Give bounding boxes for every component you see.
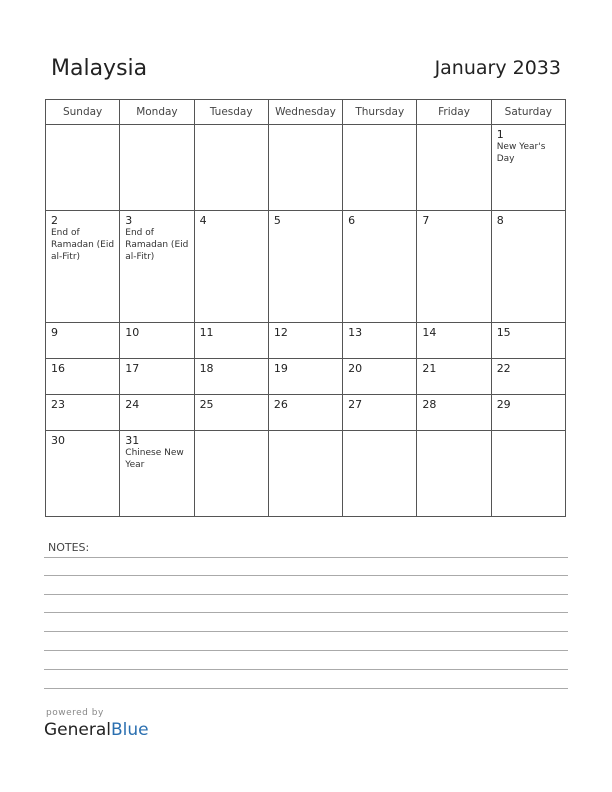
brand-general-text: General: [44, 720, 111, 740]
calendar-day-cell: [491, 125, 565, 211]
day-number: [195, 125, 268, 128]
calendar-day-cell: [194, 430, 268, 516]
day-number: 10: [125, 326, 140, 340]
calendar-day-cell: [491, 394, 565, 430]
day-number: [195, 431, 268, 434]
calendar-day-cell: [343, 394, 417, 430]
calendar-day-cell: [417, 430, 491, 516]
day-number: 7: [422, 214, 430, 228]
notes-line: [44, 612, 568, 613]
day-number: 26: [273, 397, 288, 411]
calendar-day-cell: [120, 323, 194, 359]
notes-label: NOTES:: [48, 541, 90, 554]
calendar-week-row: [46, 211, 566, 323]
brand-logo: [44, 720, 149, 740]
calendar-day-cell: [343, 358, 417, 394]
day-number: 25: [199, 397, 214, 411]
day-number: 23: [51, 397, 65, 411]
notes-line: [44, 669, 568, 670]
weekday-header: Thursday: [343, 100, 417, 125]
calendar-day-cell: [194, 211, 268, 323]
calendar-grid: [45, 99, 566, 517]
day-number: 27: [348, 397, 363, 411]
day-number: 19: [273, 361, 288, 375]
day-number: 29: [496, 397, 511, 411]
calendar-week-row: [46, 358, 566, 394]
calendar-day-cell: [417, 125, 491, 211]
powered-by-text: powered by: [46, 708, 104, 718]
calendar-body: [46, 125, 566, 517]
calendar-day-cell: [120, 430, 194, 516]
notes-line: [44, 594, 568, 595]
calendar-day-cell: [120, 125, 194, 211]
weekday-header: Wednesday: [268, 100, 342, 125]
calendar-day-cell: [268, 125, 342, 211]
calendar-day-cell: [46, 394, 120, 430]
day-number: 1: [496, 128, 504, 141]
weekday-header: Monday: [120, 100, 194, 125]
notes-line: [44, 631, 568, 632]
day-number: 4: [199, 214, 207, 228]
day-number: 31: [125, 433, 140, 447]
calendar-day-cell: [120, 358, 194, 394]
holiday-label: End of Ramadan (Eid al-Fitr): [51, 228, 115, 263]
day-number: [417, 125, 490, 128]
calendar-day-cell: [194, 358, 268, 394]
day-number: 20: [348, 361, 363, 375]
calendar-day-cell: [46, 358, 120, 394]
brand-blue-text: Blue: [111, 720, 149, 740]
calendar-day-cell: [194, 125, 268, 211]
calendar-month-title: January 2033: [434, 57, 561, 79]
day-number: 24: [125, 397, 140, 411]
calendar-day-cell: [343, 430, 417, 516]
calendar-week-row: [46, 125, 566, 211]
calendar-day-cell: [268, 323, 342, 359]
day-number: 16: [51, 361, 65, 375]
calendar-day-cell: [417, 358, 491, 394]
day-number: [492, 431, 565, 434]
day-number: 3: [125, 214, 133, 228]
day-number: 18: [199, 361, 214, 375]
day-number: 2: [51, 214, 58, 228]
notes-line: [44, 688, 568, 689]
day-number: [269, 431, 342, 434]
day-number: 9: [51, 326, 58, 340]
notes-line: [44, 575, 568, 576]
day-number: 28: [422, 397, 437, 411]
day-number: 17: [125, 361, 140, 375]
calendar-country-title: Malaysia: [51, 56, 148, 81]
day-number: 14: [422, 326, 437, 340]
calendar-day-cell: [268, 358, 342, 394]
day-number: 5: [273, 214, 281, 228]
calendar-day-cell: [268, 394, 342, 430]
calendar-day-cell: [491, 430, 565, 516]
calendar-day-cell: [417, 323, 491, 359]
calendar-day-cell: [194, 394, 268, 430]
day-number: 8: [496, 214, 504, 228]
calendar-week-row: [46, 323, 566, 359]
day-number: [343, 431, 416, 434]
day-number: [269, 125, 342, 128]
calendar-day-cell: [120, 211, 194, 323]
day-number: 15: [496, 326, 511, 340]
day-number: 6: [348, 214, 356, 228]
day-number: [120, 125, 193, 128]
calendar-day-cell: [491, 211, 565, 323]
holiday-label: Chinese New Year: [125, 447, 184, 470]
calendar-day-cell: [491, 323, 565, 359]
notes-line: [44, 650, 568, 651]
weekday-header: Sunday: [46, 100, 120, 125]
calendar-day-cell: [46, 323, 120, 359]
day-number: 13: [348, 326, 363, 340]
calendar-day-cell: [343, 323, 417, 359]
weekday-header: Tuesday: [194, 100, 268, 125]
calendar-day-cell: [268, 430, 342, 516]
day-number: 11: [199, 326, 214, 340]
calendar-day-cell: [268, 211, 342, 323]
calendar-day-cell: [343, 211, 417, 323]
day-number: 22: [496, 361, 511, 375]
calendar-week-row: [46, 430, 566, 516]
calendar-day-cell: [194, 323, 268, 359]
day-number: [417, 431, 490, 434]
calendar-day-cell: [417, 394, 491, 430]
weekday-header: Saturday: [491, 100, 565, 125]
calendar-week-row: [46, 394, 566, 430]
calendar-day-cell: [120, 394, 194, 430]
day-number: 21: [422, 361, 437, 375]
calendar-day-cell: [46, 430, 120, 516]
calendar-day-cell: [46, 211, 120, 323]
holiday-label: New Year's Day: [496, 142, 546, 164]
calendar-day-cell: [343, 125, 417, 211]
day-number: 12: [273, 326, 288, 340]
day-number: [343, 125, 416, 128]
day-number: 30: [51, 433, 65, 447]
day-number: [46, 125, 119, 128]
calendar-day-cell: [46, 125, 120, 211]
holiday-label: End of Ramadan (Eid al-Fitr): [125, 228, 189, 263]
calendar-day-cell: [417, 211, 491, 323]
notes-line: [44, 557, 568, 558]
weekday-header-row: [46, 100, 566, 125]
calendar-day-cell: [491, 358, 565, 394]
weekday-header: Friday: [417, 100, 491, 125]
